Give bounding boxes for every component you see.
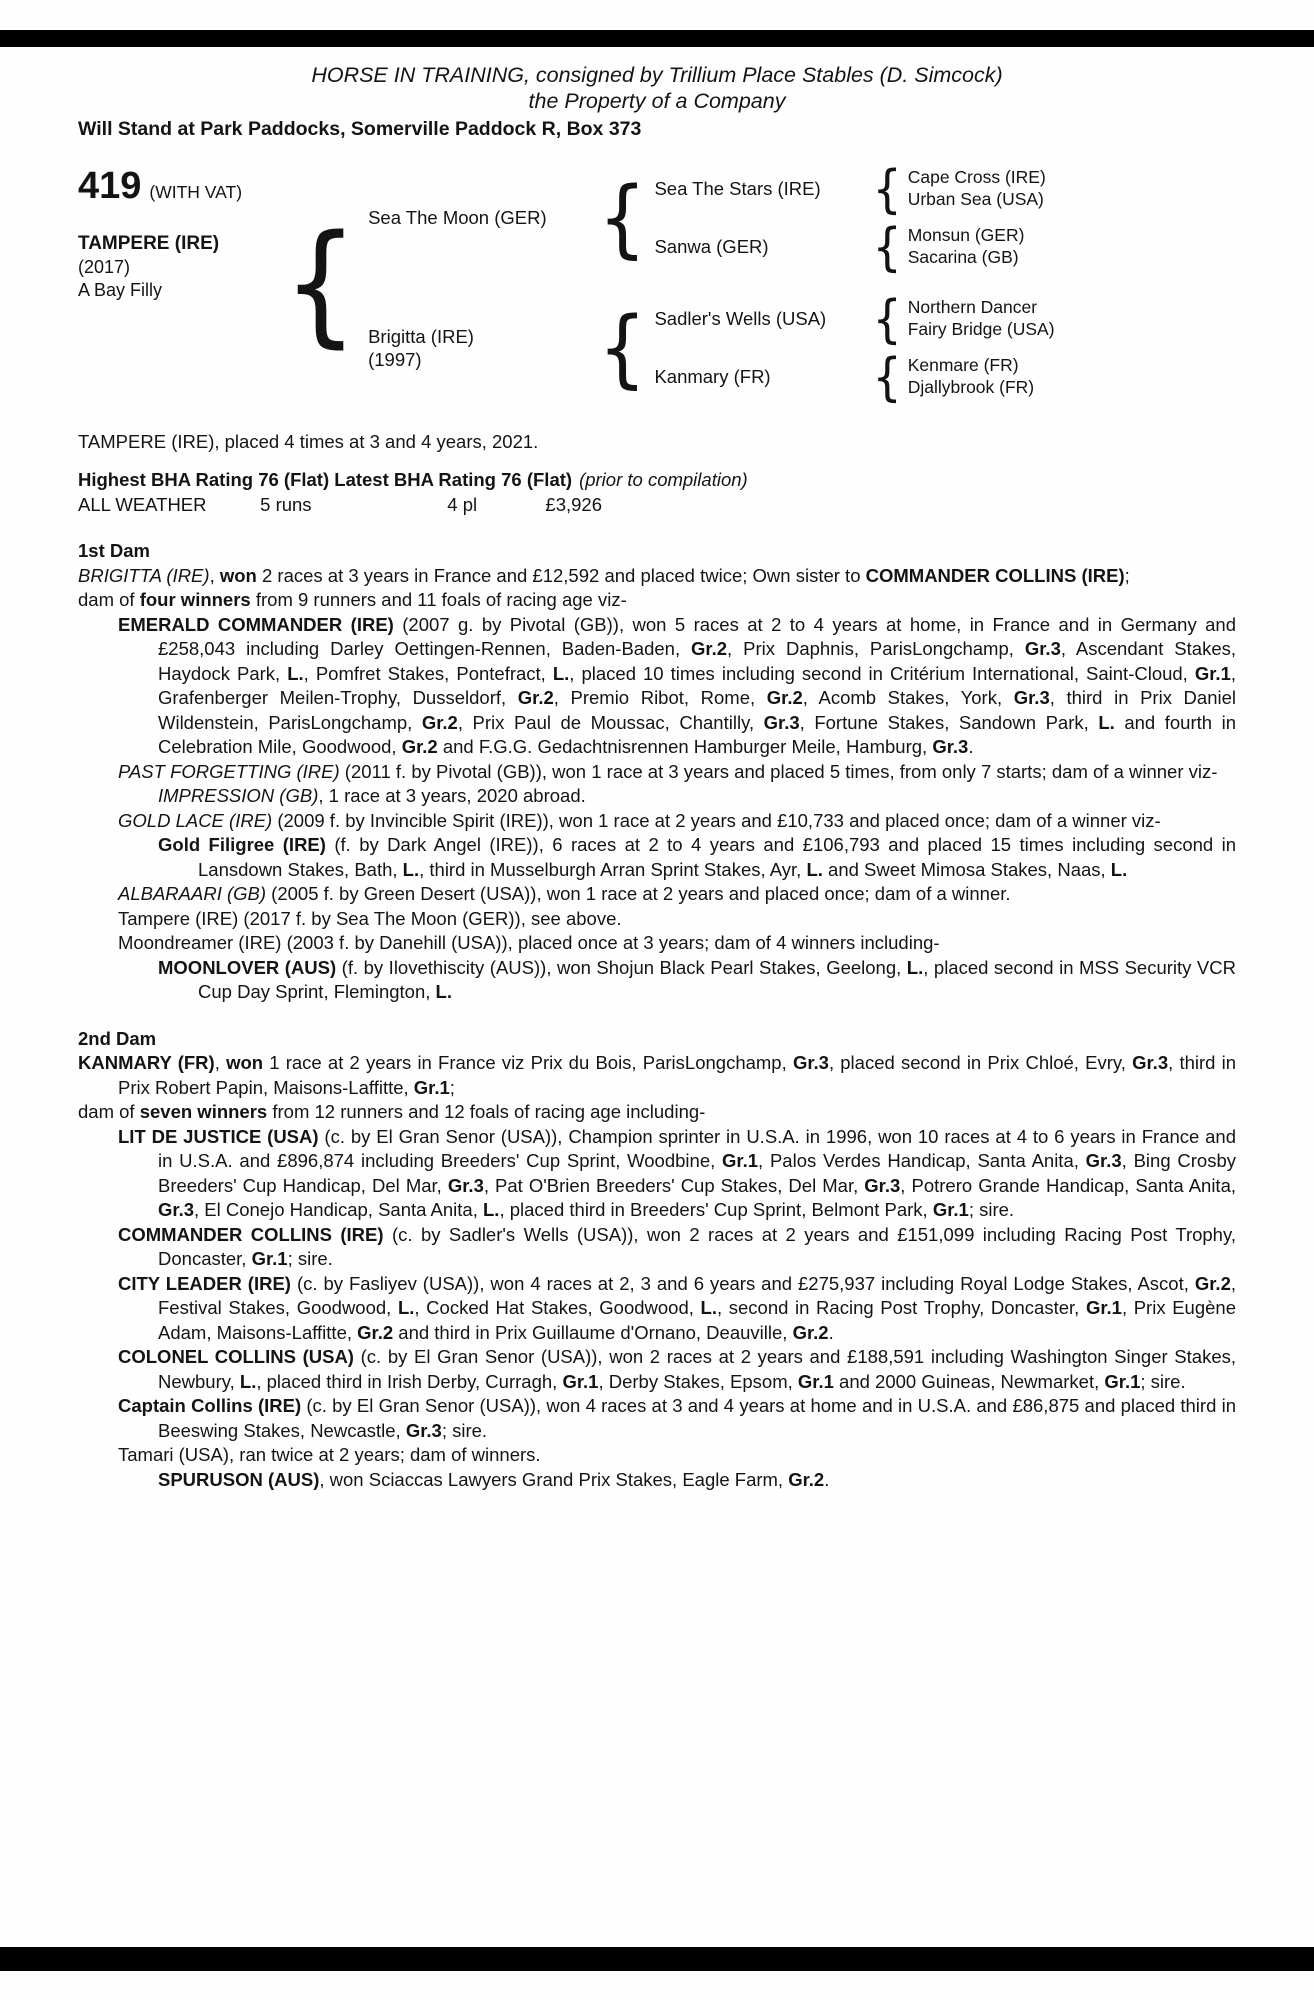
text-segment: Gr.1 — [797, 1370, 834, 1392]
page-content — [78, 62, 1236, 1492]
sire-name: Sea The Moon (GER) — [368, 207, 547, 228]
text-segment: BRIGITTA (IRE) — [78, 564, 210, 586]
grandsire-name: Sea The Stars (IRE) — [654, 178, 821, 199]
text-segment: (2005 f. by Green Desert (USA)), won 1 race at 2 years and placed once; dam of a winner. — [266, 883, 1011, 904]
catalog-paragraph — [78, 588, 1236, 613]
text-segment: PAST FORGETTING (IRE) — [118, 760, 340, 782]
text-segment: and 2000 Guineas, Newmarket, — [833, 1370, 1105, 1392]
sire-granddam-name: Sanwa (GER) — [654, 236, 769, 257]
text-segment: , Prix Eugène Adam, Maisons-Laffitte, — [158, 1297, 1236, 1343]
text-segment: Gr.3 — [792, 1052, 829, 1073]
text-segment: . — [824, 1468, 830, 1490]
catalog-paragraph — [78, 1272, 1236, 1346]
text-segment: and Sweet Mimosa Stakes, Naas, — [822, 858, 1111, 880]
great-grandparent-name: Urban Sea (USA) — [907, 188, 1044, 209]
page-edge-top — [0, 30, 1314, 47]
text-segment: Gr.2 — [691, 638, 728, 659]
text-segment: , second in Racing Post Trophy, Doncaster, — [716, 1297, 1086, 1318]
text-segment: Gr.3 — [1024, 638, 1061, 659]
text-segment: . — [968, 736, 974, 757]
catalog-paragraph — [78, 784, 1236, 809]
text-segment: KANMARY (FR) — [78, 1052, 215, 1073]
dam-name: Brigitta (IRE) — [368, 325, 474, 347]
great-grandparents — [908, 355, 1034, 398]
text-segment: , — [214, 1052, 227, 1073]
text-segment: Gr.3 — [158, 1199, 194, 1220]
text-segment: Gr.2 — [788, 1468, 825, 1490]
catalog-paragraph — [78, 564, 1236, 589]
text-segment: ; sire. — [1140, 1370, 1186, 1392]
consignor-header — [78, 62, 1236, 114]
text-segment: , Potrero Grande Handicap, Santa Anita, — [900, 1174, 1236, 1196]
catalog-paragraph — [78, 1468, 1236, 1493]
text-segment: , placed 10 times including second in Critérium International, Saint-Cloud, — [569, 662, 1195, 684]
text-segment: , Prix Paul de Moussac, Chantilly, — [457, 711, 764, 733]
text-segment: , third in Prix Robert Papin, Maisons-Laffitte, — [118, 1052, 1237, 1098]
stat-placings: 4 pl — [447, 493, 478, 515]
section-heading: 2nd Dam — [78, 1027, 157, 1049]
catalog-paragraph — [78, 1100, 1236, 1125]
text-segment: Gr.3 — [405, 1419, 442, 1441]
text-segment: L. — [239, 1370, 257, 1392]
stat-earnings: £3,926 — [545, 493, 603, 515]
pedigree-tree — [283, 158, 1055, 407]
text-segment: 2 races at 3 years in France and £12,592 and placed twice; Own sister to — [256, 564, 866, 586]
text-segment: (f. by Ilovethiscity (AUS)), won Shojun Black Pearl Stakes, Geelong, — [336, 956, 907, 978]
damsire-group — [654, 288, 1055, 349]
catalog-paragraph — [78, 809, 1236, 834]
text-segment: Gr.1 — [1194, 662, 1231, 684]
text-segment: ; — [449, 1076, 455, 1098]
text-segment: IMPRESSION (GB) — [158, 785, 319, 806]
catalog-paragraph — [78, 907, 1236, 932]
catalog-paragraph — [78, 1443, 1236, 1468]
text-segment: , placed second in MSS Security VCR Cup Day Sprint, Flemington, — [198, 956, 1236, 1002]
text-segment: , El Conejo Handicap, Santa Anita, — [194, 1199, 483, 1220]
text-segment: (2011 f. by Pivotal (GB)), won 1 race at 3 years and placed 5 times, from only 7 starts; dam of a winner viz- — [339, 760, 1218, 782]
text-segment: dam of — [78, 589, 140, 610]
sire-subtree — [368, 158, 1054, 277]
text-segment: Gr.3 — [1132, 1052, 1169, 1073]
brace-gen1-icon: { — [283, 205, 359, 360]
text-segment: , third in Musselburgh Arran Sprint Stakes, Ayr, — [419, 858, 807, 880]
text-segment: CITY LEADER (IRE) — [118, 1272, 291, 1294]
great-grandparent-name: Djallybrook (FR) — [907, 376, 1035, 397]
text-segment: Gr.1 — [1085, 1297, 1122, 1318]
text-segment: COMMANDER COLLINS (IRE) — [118, 1223, 384, 1245]
text-segment: L. — [483, 1199, 500, 1220]
text-segment: Gr.3 — [1013, 687, 1050, 708]
text-segment: Tampere (IRE) (2017 f. by Sea The Moon (GER)), see above. — [118, 907, 622, 929]
text-segment: 1 race at 2 years in France viz Prix du Bois, ParisLongchamp, — [263, 1052, 793, 1073]
granddam-group — [654, 346, 1054, 407]
text-segment: , placed third in Breeders' Cup Sprint, Belmont Park, — [499, 1199, 933, 1220]
text-segment: , Grafenberger Meilen-Trophy, Dusseldorf, — [158, 662, 1236, 708]
great-grandparents — [908, 225, 1025, 268]
brace-sire-granddam-icon: { — [872, 216, 902, 277]
section-heading: 1st Dam — [78, 540, 150, 561]
catalog-paragraph — [78, 1394, 1236, 1443]
brace-sire-icon: { — [598, 167, 647, 267]
text-segment: Gr.1 — [722, 1150, 759, 1171]
text-segment: L. — [1098, 711, 1115, 733]
text-segment: GOLD LACE (IRE) — [118, 809, 273, 831]
text-segment: Captain Collins (IRE) — [118, 1395, 302, 1416]
text-segment: , won Sciaccas Lawyers Grand Prix Stakes, Eagle Farm, — [319, 1468, 789, 1490]
text-segment: Gr.2 — [792, 1321, 829, 1343]
text-segment: ; sire. — [441, 1419, 488, 1441]
text-segment: , Pat O'Brien Breeders' Cup Stakes, Del Mar, — [483, 1174, 865, 1196]
text-segment: won — [226, 1052, 264, 1073]
text-segment: seven winners — [139, 1101, 268, 1122]
text-segment: Gr.1 — [251, 1248, 288, 1269]
grandsire-group — [654, 158, 1046, 219]
text-segment: , placed second in Prix Chloé, Evry, — [828, 1052, 1133, 1073]
text-segment: , Cocked Hat Stakes, Goodwood, — [414, 1297, 701, 1318]
text-segment: MOONLOVER (AUS) — [158, 956, 337, 978]
text-segment: , Bing Crosby Breeders' Cup Handicap, Del Mar, — [158, 1150, 1236, 1196]
dam-year: (1997) — [368, 348, 422, 370]
text-segment: Gr.2 — [421, 711, 458, 733]
text-segment: ; sire. — [968, 1199, 1015, 1220]
text-segment: L. — [435, 981, 452, 1002]
catalog-paragraph — [78, 613, 1236, 760]
lot-vat-note: (WITH VAT) — [149, 181, 243, 202]
great-grandparents — [908, 297, 1055, 340]
text-segment: from 12 runners and 12 foals of racing age including- — [267, 1101, 706, 1122]
text-segment: , Premio Ribot, Rome, — [553, 687, 767, 708]
text-segment: L. — [806, 858, 823, 880]
text-segment: LIT DE JUSTICE (USA) — [118, 1125, 319, 1147]
text-segment: Gr.1 — [413, 1076, 450, 1098]
text-segment: Tamari (USA), ran twice at 2 years; dam of winners. — [118, 1444, 541, 1465]
horse-description: A Bay Filly — [78, 280, 163, 300]
great-grandparent-name: Kenmare (FR) — [907, 355, 1019, 375]
text-segment: , Palos Verdes Handicap, Santa Anita, — [758, 1150, 1086, 1171]
granddam-name: Kanmary (FR) — [654, 366, 771, 387]
great-grandparent-name: Sacarina (GB) — [907, 246, 1019, 267]
great-grandparent-name: Cape Cross (IRE) — [907, 167, 1046, 187]
lot-number-line — [78, 166, 283, 206]
catalog-paragraph — [78, 956, 1236, 1005]
text-segment: Gr.2 — [357, 1321, 394, 1343]
text-segment: SPURUSON (AUS) — [158, 1468, 320, 1490]
catalog-paragraph — [78, 1125, 1236, 1223]
property-line: the Property of a Company — [528, 89, 786, 113]
catalog-paragraph — [78, 760, 1236, 785]
text-segment: , Fortune Stakes, Sandown Park, — [799, 711, 1099, 733]
text-segment: , — [209, 564, 220, 586]
text-segment: COLONEL COLLINS (USA) — [118, 1346, 354, 1367]
text-segment: Gold Filigree (IRE) — [158, 834, 326, 855]
text-segment: L. — [1110, 858, 1128, 880]
brace-grandsire-icon: { — [872, 158, 902, 219]
great-grandparents — [908, 167, 1046, 210]
text-segment: L. — [700, 1297, 717, 1318]
text-segment: ; — [1124, 564, 1130, 586]
text-segment: (c. by El Gran Senor (USA)), won 2 races at 2 years and £188,591 including Washington Singer Stakes, Newbury, — [158, 1346, 1236, 1392]
dam-sections — [78, 539, 1236, 1492]
bha-rating-text: Highest BHA Rating 76 (Flat) Latest BHA Rating 76 (Flat) — [78, 469, 573, 490]
pedigree-block — [78, 158, 1236, 407]
brace-granddam-icon: { — [872, 346, 902, 407]
catalog-paragraph — [78, 882, 1236, 907]
text-segment: , Prix Daphnis, ParisLongchamp, — [727, 638, 1025, 659]
text-segment: , Acomb Stakes, York, — [802, 687, 1014, 708]
text-segment: ALBARAARI (GB) — [118, 883, 267, 904]
text-segment: , third in Prix Daniel Wildenstein, ParisLongchamp, — [158, 687, 1236, 733]
text-segment: L. — [552, 662, 570, 684]
text-segment: four winners — [139, 589, 251, 610]
text-segment: , 1 race at 3 years, 2020 abroad. — [318, 785, 586, 806]
text-segment: Gr.3 — [763, 711, 800, 733]
text-segment: , placed third in Irish Derby, Curragh, — [256, 1370, 563, 1392]
text-segment: Gr.2 — [517, 687, 554, 708]
great-grandparent-name: Monsun (GER) — [907, 225, 1025, 245]
horse-name: TAMPERE (IRE) — [78, 232, 220, 254]
catalog-paragraph — [78, 1345, 1236, 1394]
text-segment: L. — [906, 956, 924, 978]
stand-location-line: Will Stand at Park Paddocks, Somerville Paddock R, Box 373 — [78, 118, 642, 140]
text-segment: Gr.3 — [864, 1174, 901, 1196]
text-segment: L. — [402, 858, 420, 880]
text-segment: (c. by Fasliyev (USA)), won 4 races at 2, 3 and 6 years and £275,937 including Royal Lodge Stakes, Ascot, — [290, 1272, 1195, 1294]
catalog-paragraph — [78, 931, 1236, 956]
text-segment: Gr.1 — [932, 1199, 969, 1220]
brace-damsire-icon: { — [872, 288, 902, 349]
stat-surface: ALL WEATHER — [78, 493, 207, 515]
text-segment: , Pomfret Stakes, Pontefract, — [303, 662, 553, 684]
race-record: TAMPERE (IRE), placed 4 times at 3 and 4 years, 2021. — [78, 430, 539, 452]
text-segment: , Derby Stakes, Epsom, — [598, 1370, 798, 1392]
text-segment: (c. by Sadler's Wells (USA)), won 2 races at 2 years and £151,099 including Racing Post Trophy, Doncaster, — [158, 1223, 1236, 1269]
text-segment: COMMANDER COLLINS (IRE) — [865, 564, 1125, 586]
stat-runs: 5 runs — [260, 493, 312, 515]
brace-dam-icon: { — [598, 297, 647, 397]
text-segment: (2007 g. by Pivotal (GB)), won 5 races at 2 to 4 years at home, in France and in Germany and £258,043 including Darley Oettingen-Rennen, Baden-Baden, — [158, 613, 1236, 659]
text-segment: EMERALD COMMANDER (IRE) — [118, 613, 394, 635]
lot-info — [78, 166, 283, 303]
catalog-paragraph — [78, 1051, 1236, 1100]
text-segment: won — [219, 564, 257, 586]
bha-rating-note: (prior to compilation) — [579, 469, 748, 490]
text-segment: L. — [287, 662, 304, 684]
great-grandparent-name: Fairy Bridge (USA) — [907, 318, 1055, 339]
catalog-paragraph — [78, 1223, 1236, 1272]
consignor-line: HORSE IN TRAINING, consigned by Trillium Place Stables (D. Simcock) — [311, 63, 1003, 87]
race-stats-row — [78, 493, 1236, 518]
text-segment: , Festival Stakes, Goodwood, — [158, 1272, 1236, 1318]
text-segment: ; sire. — [287, 1248, 333, 1269]
text-segment: . — [828, 1321, 834, 1343]
text-segment: from 9 runners and 11 foals of racing age viz- — [250, 589, 627, 610]
text-segment: and F.G.G. Gedachtnisrennen Hamburger Meile, Hamburg, — [437, 736, 933, 757]
text-segment: Gr.2 — [1194, 1272, 1231, 1294]
damsire-name: Sadler's Wells (USA) — [654, 308, 827, 329]
dam-subtree — [368, 288, 1055, 407]
text-segment: (c. by El Gran Senor (USA)), won 4 races at 3 and 4 years at home and in U.S.A. and £86,875 and placed third in Beeswing Stakes, Newcastle, — [158, 1395, 1236, 1441]
text-segment: (2009 f. by Invincible Spirit (IRE)), won 1 race at 2 years and £10,733 and placed once; dam of a winner viz- — [272, 809, 1161, 831]
bha-rating-line — [78, 468, 1236, 493]
dam-name-block — [368, 325, 590, 371]
text-segment: Gr.3 — [1085, 1150, 1122, 1171]
text-segment: , Ascendant Stakes, Haydock Park, — [158, 638, 1237, 684]
text-segment: and fourth in Celebration Mile, Goodwood, — [158, 711, 1236, 757]
text-segment: (c. by El Gran Senor (USA)), Champion sprinter in U.S.A. in 1996, won 10 races at 4 to 6 years in France and in U.S.A. and £896,874 including Breeders' Cup Sprint, Woodbine, — [158, 1125, 1237, 1171]
great-grandparent-name: Northern Dancer — [907, 297, 1038, 317]
text-segment: Gr.3 — [447, 1174, 484, 1196]
text-segment: dam of — [78, 1101, 140, 1122]
text-segment: Gr.2 — [401, 736, 438, 757]
page-edge-bottom — [0, 1947, 1314, 1971]
lot-number: 419 — [78, 164, 142, 207]
text-segment: Gr.1 — [562, 1370, 599, 1392]
text-segment: Gr.1 — [1104, 1370, 1141, 1392]
text-segment: Gr.3 — [932, 736, 969, 757]
text-segment: (f. by Dark Angel (IRE)), 6 races at 2 to 4 years and £106,793 and placed 15 times including second in Lansdown Stakes, Bath, — [198, 834, 1236, 880]
horse-foaling-year: (2017) — [78, 257, 131, 277]
sire-granddam-group — [654, 216, 1045, 277]
text-segment: L. — [397, 1297, 415, 1318]
text-segment: Gr.2 — [766, 687, 803, 708]
catalog-paragraph — [78, 833, 1236, 882]
text-segment: Moondreamer (IRE) (2003 f. by Danehill (USA)), placed once at 3 years; dam of 4 winners including- — [118, 932, 940, 953]
text-segment: and third in Prix Guillaume d'Ornano, Deauville, — [393, 1321, 793, 1343]
